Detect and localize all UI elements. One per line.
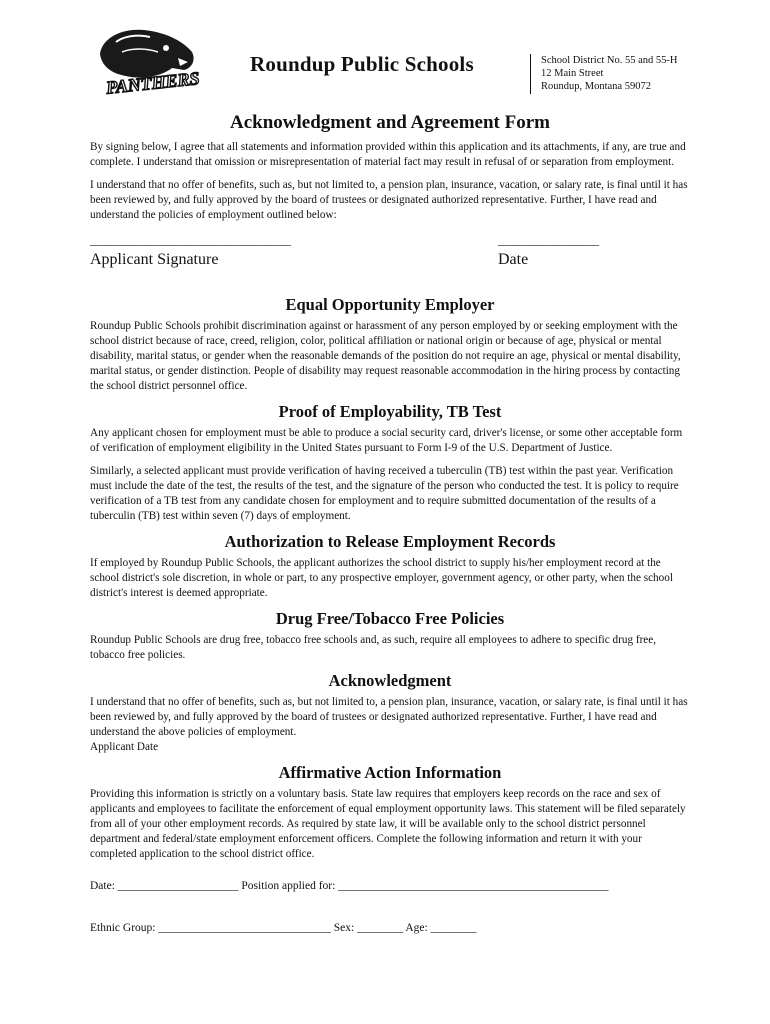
form-title: Acknowledgment and Agreement Form <box>230 112 550 133</box>
applicant-signature-label: Applicant Signature <box>90 251 219 268</box>
signature-date-line[interactable]: ____________________ <box>498 233 598 247</box>
acknowledgment-sign-line: Applicant Date <box>90 741 159 753</box>
age-label: Age: <box>405 922 428 934</box>
signature-block <box>90 233 690 289</box>
address-line-city: Roundup, Montana 59072 <box>541 81 651 92</box>
address-line-district: School District No. 55 and 55-H <box>541 55 678 66</box>
acknowledgment-text: I understand that no offer of benefits, such as, but not limited to, a pension plan, insurance, vacation, or salary rate, is final until it has been reviewed by, and fully approved by the board of trustees or designated authorized representative. Further, I have read and understand the above policies of employment. <box>90 696 688 738</box>
date-field[interactable]: _____________________ <box>117 880 239 892</box>
letterhead <box>0 0 770 110</box>
intro-paragraph-1: By signing below, I agree that all statements and information provided within this application and its attachments, if any, are true and complete. I understand that omission or misrepresentation of material fact may result in refusal of or separation from employment. <box>90 141 686 168</box>
age-field[interactable]: ________ <box>430 922 477 934</box>
position-field[interactable]: _______________________________________________ <box>338 880 609 892</box>
release-records-text: If employed by Roundup Public Schools, the applicant authorizes the school district to supply his/her employment record at the school district's sole discretion, in whole or part, to any prospective employer, government agency, or other party, when the school district's interest is deemed appropriate. <box>90 557 673 599</box>
applicant-signature-line[interactable]: ________________________________________ <box>90 233 290 247</box>
acknowledgment-heading: Acknowledgment <box>328 671 452 690</box>
form-body <box>90 112 690 934</box>
employability-text-1: Any applicant chosen for employment must be able to produce a social security card, driver's license, or some other acceptable form of verification of employment eligibility in the United States pursuant to Form I-9 of the U.S. Department of Justice. <box>90 427 683 454</box>
signature-date-label: Date <box>498 251 529 268</box>
drug-free-heading: Drug Free/Tobacco Free Policies <box>275 609 505 628</box>
intro-paragraph-2: I understand that no offer of benefits, such as, but not limited to, a pension plan, insurance, vacation, or salary rate, is final until it has been reviewed by, and fully approved by the board of trustees or designated authorized representative. Further, I have read and understand the policies of employment outlined below: <box>90 179 688 221</box>
demographics-row <box>90 922 690 934</box>
affirmative-action-heading: Affirmative Action Information <box>278 763 502 782</box>
sex-field[interactable]: ________ <box>357 922 404 934</box>
school-name: Roundup Public Schools <box>250 52 474 76</box>
ethnic-group-label: Ethnic Group: <box>90 922 156 934</box>
date-field-label: Date: <box>90 880 115 892</box>
ethnic-group-field[interactable]: ______________________________ <box>158 922 331 934</box>
employability-text-2: Similarly, a selected applicant must provide verification of having received a tuberculin (TB) test within the past year. Verification must include the date of the test, the results of the test, and the signature of the person who conducted the test. It is policy to require verification of a TB test from any candidate chosen for employment and to require submitted documentation of the results of a tuberculin (TB) test within seven (7) days of employment. <box>90 465 679 522</box>
logo-wordmark: PANTHERS <box>105 68 201 98</box>
panther-logo <box>92 24 202 102</box>
affirmative-action-text: Providing this information is strictly on a voluntary basis. State law requires that employers keep records on the race and sex of applicants and employees to facilitate the enforcement of equal employment opportunity laws. This statement will be filed separately from all of your other employment records. As required by state law, it will be available only to the school district personnel department and federal/state employment enforcement officers. Complete the following information and return it with your completed application to the school district office. <box>90 788 686 860</box>
equal-opportunity-text: Roundup Public Schools prohibit discrimination against or harassment of any person employed by or seeking employment with the school district because of race, creed, religion, color, political affiliation or national origin or because of age, physical or mental disability, marital status, or gender when the reasonable demands of the position do not require an age, physical or mental disability, marital status, or gender distinction. People of disability may request reasonable accommodation in the hiring process by contacting the school district personnel office. <box>90 320 681 392</box>
release-records-heading: Authorization to Release Employment Records <box>224 532 556 551</box>
equal-opportunity-heading: Equal Opportunity Employer <box>285 295 495 314</box>
date-position-row <box>90 880 690 892</box>
drug-free-text: Roundup Public Schools are drug free, tobacco free schools and, as such, require all employees to adhere to specific drug free, tobacco free policies. <box>90 634 657 661</box>
position-field-label: Position applied for: <box>241 880 336 892</box>
sex-label: Sex: <box>333 922 355 934</box>
employability-heading: Proof of Employability, TB Test <box>278 402 502 421</box>
address-line-street: 12 Main Street <box>541 68 604 79</box>
school-address <box>530 54 678 94</box>
